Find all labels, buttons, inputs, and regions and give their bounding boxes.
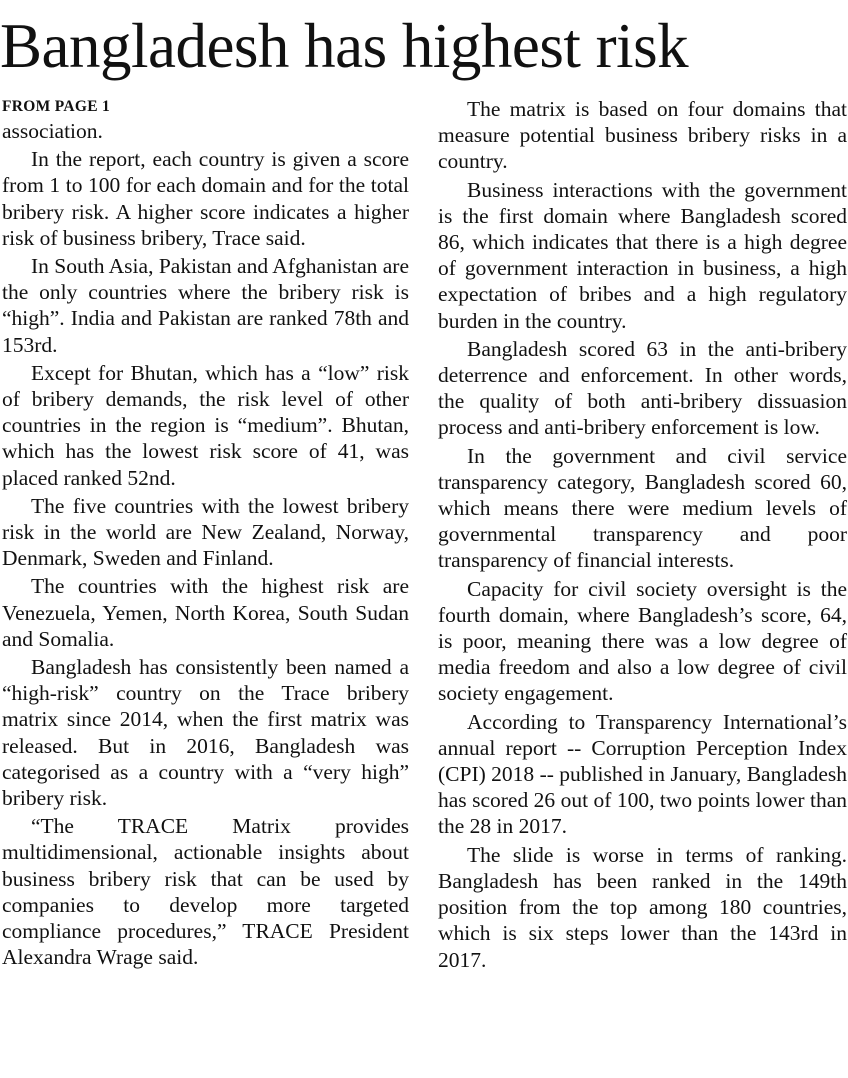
paragraph: The slide is worse in terms of ranking. Bangladesh has been ranked in the 149th position from the top among 180 countries, which is six steps lower than the 143rd in 2017.	[438, 842, 847, 972]
paragraph: According to Transparency International’s annual report -- Corruption Perception Index (CPI) 2018 -- published in January, Bangladesh has scored 26 out of 100, two points lower than the 28 in 2017.	[438, 709, 847, 839]
continuation-kicker: FROM PAGE 1	[2, 98, 111, 115]
paragraph: Business interactions with the government is the first domain where Bangladesh scored 86, which indicates that there is a high degree of government interaction in business, a high expectation of bribes and a high regulatory burden in the country.	[438, 177, 847, 333]
paragraph: In South Asia, Pakistan and Afghanistan are the only countries where the bribery risk is “high”. India and Pakistan are ranked 78th and 153rd.	[2, 254, 409, 357]
paragraph: The countries with the highest risk are Venezuela, Yemen, North Korea, South Sudan and Somalia.	[2, 574, 409, 651]
paragraph: association.	[2, 119, 103, 143]
paragraph: Capacity for civil society oversight is the fourth domain, where Bangladesh’s score, 64, is poor, meaning there was a low degree of media freedom and also a low degree of civil society engagement.	[438, 576, 847, 706]
paragraph: Except for Bhutan, which has a “low” risk of bribery demands, the risk level of other countries in the region is “medium”. Bhutan, which has the lowest risk score of 41, was placed ranked 52nd.	[2, 360, 409, 490]
paragraph: Bangladesh scored 63 in the anti-bribery deterrence and enforcement. In other words, the quality of both anti-bribery dissuasion process and anti-bribery enforcement is low.	[438, 336, 847, 440]
article-column-left	[2, 96, 409, 971]
paragraph: The five countries with the lowest bribery risk in the world are New Zealand, Norway, Denmark, Sweden and Finland.	[2, 493, 409, 571]
paragraph: In the report, each country is given a score from 1 to 100 for each domain and for the total bribery risk. A higher score indicates a higher risk of business bribery, Trace said.	[2, 147, 409, 250]
paragraph: Bangladesh has consistently been named a “high-risk” country on the Trace bribery matrix since 2014, when the first matrix was released. But in 2016, Bangladesh was categorised as a country with a “very high” bribery risk.	[2, 655, 409, 811]
headline: Bangladesh has highest risk	[0, 11, 689, 81]
article-column-right	[438, 96, 847, 973]
paragraph: The matrix is based on four domains that measure potential business bribery risks in a country.	[438, 97, 847, 174]
paragraph: “The TRACE Matrix provides multidimensional, actionable insights about business bribery risk that can be used by companies to develop more targeted compliance procedures,” TRACE President Alexandra Wrage said.	[2, 814, 409, 970]
paragraph: In the government and civil service transparency category, Bangladesh scored 60, which means there were medium levels of governmental transparency and poor transparency of financial interests.	[438, 443, 847, 573]
